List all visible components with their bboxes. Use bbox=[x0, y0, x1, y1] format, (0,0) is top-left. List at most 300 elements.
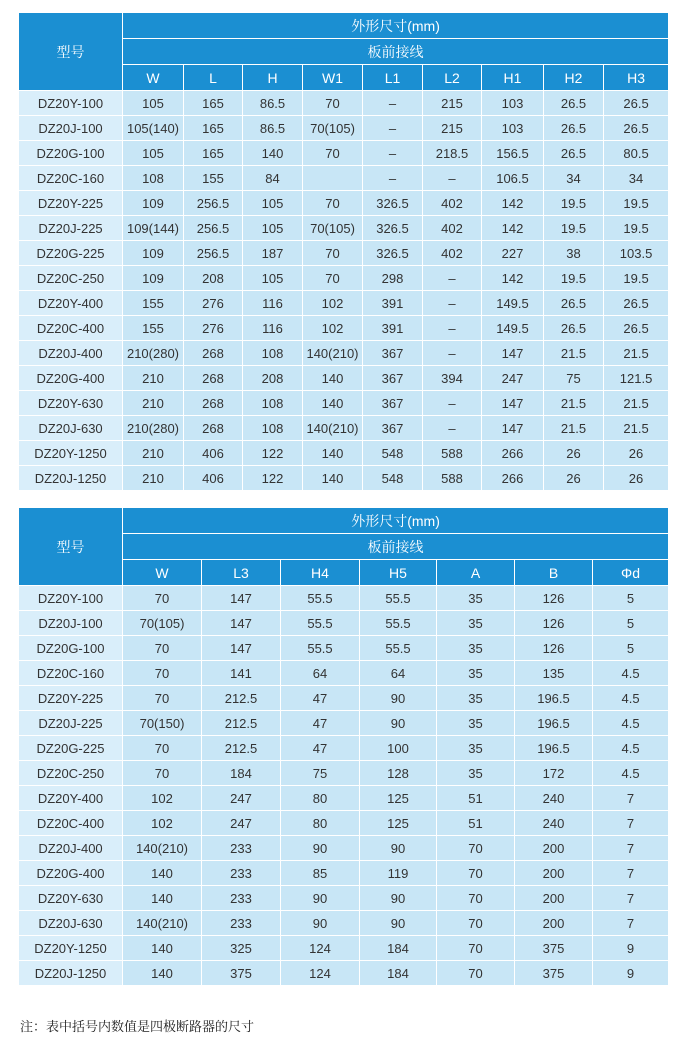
value-cell: 210 bbox=[123, 466, 184, 491]
model-cell: DZ20Y-225 bbox=[19, 191, 123, 216]
value-cell: 9 bbox=[593, 936, 669, 961]
value-cell: 119 bbox=[360, 861, 437, 886]
value-cell: 588 bbox=[423, 441, 482, 466]
column-header: H2 bbox=[544, 65, 604, 91]
value-cell: 155 bbox=[123, 291, 184, 316]
model-cell: DZ20Y-630 bbox=[19, 391, 123, 416]
value-cell: 140 bbox=[243, 141, 303, 166]
value-cell: 210(280) bbox=[123, 341, 184, 366]
value-cell: 7 bbox=[593, 786, 669, 811]
value-cell: 90 bbox=[360, 711, 437, 736]
value-cell: 142 bbox=[482, 266, 544, 291]
value-cell: 326.5 bbox=[363, 191, 423, 216]
table-row bbox=[19, 611, 669, 636]
table-row bbox=[19, 886, 669, 911]
table-row bbox=[19, 586, 669, 611]
value-cell: 208 bbox=[243, 366, 303, 391]
value-cell: 70 bbox=[437, 911, 515, 936]
value-cell: 108 bbox=[123, 166, 184, 191]
value-cell: 5 bbox=[593, 611, 669, 636]
value-cell: 105 bbox=[243, 216, 303, 241]
value-cell: 102 bbox=[303, 316, 363, 341]
value-cell: 108 bbox=[243, 416, 303, 441]
value-cell: 215 bbox=[423, 116, 482, 141]
value-cell: 75 bbox=[544, 366, 604, 391]
value-cell: 90 bbox=[360, 886, 437, 911]
model-cell: DZ20C-160 bbox=[19, 166, 123, 191]
dimensions-group-header: 外形尺寸(mm) bbox=[123, 13, 669, 39]
model-cell: DZ20G-400 bbox=[19, 366, 123, 391]
value-cell: 105 bbox=[243, 191, 303, 216]
value-cell: 26.5 bbox=[544, 316, 604, 341]
value-cell: 210 bbox=[123, 391, 184, 416]
value-cell: 218.5 bbox=[423, 141, 482, 166]
value-cell: 90 bbox=[281, 911, 360, 936]
value-cell: 240 bbox=[515, 811, 593, 836]
value-cell: 212.5 bbox=[202, 686, 281, 711]
value-cell: 35 bbox=[437, 711, 515, 736]
value-cell: 126 bbox=[515, 636, 593, 661]
value-cell: 35 bbox=[437, 586, 515, 611]
model-cell: DZ20Y-100 bbox=[19, 91, 123, 116]
value-cell: 19.5 bbox=[544, 191, 604, 216]
value-cell: 147 bbox=[202, 586, 281, 611]
value-cell: 70 bbox=[437, 961, 515, 986]
model-cell: DZ20J-630 bbox=[19, 416, 123, 441]
value-cell: 142 bbox=[482, 216, 544, 241]
table-row bbox=[19, 936, 669, 961]
value-cell: 210 bbox=[123, 366, 184, 391]
value-cell: 47 bbox=[281, 711, 360, 736]
value-cell: 367 bbox=[363, 416, 423, 441]
value-cell: 5 bbox=[593, 636, 669, 661]
table-row bbox=[19, 661, 669, 686]
column-header: H3 bbox=[604, 65, 669, 91]
value-cell: 140 bbox=[123, 961, 202, 986]
table-row bbox=[19, 241, 669, 266]
value-cell: 247 bbox=[202, 811, 281, 836]
value-cell: 47 bbox=[281, 736, 360, 761]
value-cell: 90 bbox=[360, 686, 437, 711]
value-cell: 406 bbox=[184, 466, 243, 491]
value-cell: 102 bbox=[123, 786, 202, 811]
value-cell: 21.5 bbox=[544, 391, 604, 416]
value-cell: 103 bbox=[482, 91, 544, 116]
value-cell: 4.5 bbox=[593, 736, 669, 761]
value-cell: 184 bbox=[360, 961, 437, 986]
table-row bbox=[19, 466, 669, 491]
value-cell: – bbox=[363, 116, 423, 141]
value-cell: 103.5 bbox=[604, 241, 669, 266]
value-cell: 70 bbox=[303, 266, 363, 291]
table-row bbox=[19, 216, 669, 241]
value-cell: – bbox=[423, 316, 482, 341]
value-cell: 4.5 bbox=[593, 686, 669, 711]
value-cell: 200 bbox=[515, 861, 593, 886]
value-cell: 55.5 bbox=[360, 586, 437, 611]
value-cell: 26.5 bbox=[604, 316, 669, 341]
dimensions-table-1 bbox=[18, 12, 669, 491]
column-header: W bbox=[123, 560, 202, 586]
value-cell: 126 bbox=[515, 611, 593, 636]
value-cell: 406 bbox=[184, 441, 243, 466]
value-cell: 149.5 bbox=[482, 291, 544, 316]
value-cell: 116 bbox=[243, 291, 303, 316]
value-cell: 7 bbox=[593, 911, 669, 936]
value-cell: 165 bbox=[184, 116, 243, 141]
column-header: Φd bbox=[593, 560, 669, 586]
value-cell: 90 bbox=[360, 911, 437, 936]
value-cell: 108 bbox=[243, 341, 303, 366]
value-cell: 155 bbox=[184, 166, 243, 191]
front-wiring-header: 板前接线 bbox=[123, 534, 669, 560]
value-cell: 268 bbox=[184, 366, 243, 391]
table-row bbox=[19, 786, 669, 811]
value-cell: 125 bbox=[360, 786, 437, 811]
value-cell: 124 bbox=[281, 936, 360, 961]
value-cell: 165 bbox=[184, 141, 243, 166]
table-row bbox=[19, 636, 669, 661]
value-cell: 126 bbox=[515, 586, 593, 611]
value-cell: 402 bbox=[423, 241, 482, 266]
value-cell: 70 bbox=[123, 761, 202, 786]
value-cell: 233 bbox=[202, 836, 281, 861]
value-cell: 86.5 bbox=[243, 116, 303, 141]
model-cell: DZ20C-400 bbox=[19, 316, 123, 341]
value-cell: 7 bbox=[593, 886, 669, 911]
value-cell: 55.5 bbox=[281, 611, 360, 636]
value-cell: 80 bbox=[281, 811, 360, 836]
value-cell: 70(105) bbox=[303, 216, 363, 241]
dimensions-group-header: 外形尺寸(mm) bbox=[123, 508, 669, 534]
model-cell: DZ20C-160 bbox=[19, 661, 123, 686]
table-row bbox=[19, 116, 669, 141]
value-cell: 4.5 bbox=[593, 711, 669, 736]
value-cell: – bbox=[423, 166, 482, 191]
value-cell: 140(210) bbox=[303, 341, 363, 366]
value-cell: 7 bbox=[593, 836, 669, 861]
value-cell: 142 bbox=[482, 191, 544, 216]
table-row bbox=[19, 811, 669, 836]
value-cell: 35 bbox=[437, 761, 515, 786]
model-cell: DZ20J-400 bbox=[19, 341, 123, 366]
value-cell: 266 bbox=[482, 466, 544, 491]
value-cell: 116 bbox=[243, 316, 303, 341]
value-cell: 70 bbox=[303, 191, 363, 216]
value-cell: 90 bbox=[360, 836, 437, 861]
column-header: W1 bbox=[303, 65, 363, 91]
table-row bbox=[19, 266, 669, 291]
model-cell: DZ20J-100 bbox=[19, 611, 123, 636]
value-cell: 26.5 bbox=[604, 116, 669, 141]
value-cell: 105 bbox=[243, 266, 303, 291]
value-cell: 326.5 bbox=[363, 216, 423, 241]
model-cell: DZ20G-100 bbox=[19, 141, 123, 166]
table-row bbox=[19, 191, 669, 216]
value-cell: 21.5 bbox=[604, 341, 669, 366]
value-cell: 227 bbox=[482, 241, 544, 266]
column-header: L3 bbox=[202, 560, 281, 586]
value-cell: 147 bbox=[202, 636, 281, 661]
value-cell: 268 bbox=[184, 416, 243, 441]
value-cell: 70(105) bbox=[123, 611, 202, 636]
value-cell: 4.5 bbox=[593, 761, 669, 786]
value-cell: 70 bbox=[303, 241, 363, 266]
value-cell: 19.5 bbox=[604, 216, 669, 241]
table-row bbox=[19, 836, 669, 861]
value-cell: 210 bbox=[123, 441, 184, 466]
column-header: A bbox=[437, 560, 515, 586]
value-cell: 90 bbox=[281, 836, 360, 861]
value-cell: 155 bbox=[123, 316, 184, 341]
model-cell: DZ20C-250 bbox=[19, 266, 123, 291]
table-row bbox=[19, 711, 669, 736]
model-cell: DZ20G-225 bbox=[19, 736, 123, 761]
value-cell: 70 bbox=[437, 861, 515, 886]
value-cell: 122 bbox=[243, 441, 303, 466]
value-cell: 548 bbox=[363, 466, 423, 491]
value-cell: 165 bbox=[184, 91, 243, 116]
value-cell: 147 bbox=[482, 391, 544, 416]
table-row bbox=[19, 861, 669, 886]
value-cell: 19.5 bbox=[544, 216, 604, 241]
value-cell: 184 bbox=[360, 936, 437, 961]
value-cell: 80.5 bbox=[604, 141, 669, 166]
value-cell: 55.5 bbox=[281, 586, 360, 611]
value-cell: – bbox=[363, 166, 423, 191]
value-cell: 256.5 bbox=[184, 216, 243, 241]
value-cell: 70 bbox=[437, 936, 515, 961]
value-cell: 147 bbox=[202, 611, 281, 636]
model-cell: DZ20J-100 bbox=[19, 116, 123, 141]
table-row bbox=[19, 141, 669, 166]
value-cell: 125 bbox=[360, 811, 437, 836]
model-cell: DZ20C-400 bbox=[19, 811, 123, 836]
value-cell: 172 bbox=[515, 761, 593, 786]
value-cell: 86.5 bbox=[243, 91, 303, 116]
value-cell: 70 bbox=[123, 736, 202, 761]
value-cell: 105 bbox=[123, 91, 184, 116]
value-cell: 109 bbox=[123, 266, 184, 291]
model-cell: DZ20G-400 bbox=[19, 861, 123, 886]
model-cell: DZ20C-250 bbox=[19, 761, 123, 786]
value-cell: 256.5 bbox=[184, 241, 243, 266]
value-cell: 140 bbox=[123, 861, 202, 886]
value-cell: 140 bbox=[303, 466, 363, 491]
value-cell: 70 bbox=[123, 686, 202, 711]
value-cell: 156.5 bbox=[482, 141, 544, 166]
value-cell: 102 bbox=[303, 291, 363, 316]
value-cell: 19.5 bbox=[604, 191, 669, 216]
value-cell: 70 bbox=[303, 141, 363, 166]
model-cell: DZ20Y-400 bbox=[19, 786, 123, 811]
model-cell: DZ20Y-400 bbox=[19, 291, 123, 316]
value-cell: 35 bbox=[437, 686, 515, 711]
value-cell: 215 bbox=[423, 91, 482, 116]
value-cell: 124 bbox=[281, 961, 360, 986]
value-cell: 75 bbox=[281, 761, 360, 786]
table-row bbox=[19, 341, 669, 366]
value-cell: 375 bbox=[515, 961, 593, 986]
value-cell: 26.5 bbox=[604, 291, 669, 316]
value-cell: 51 bbox=[437, 786, 515, 811]
value-cell: 276 bbox=[184, 316, 243, 341]
column-header: L bbox=[184, 65, 243, 91]
value-cell: 4.5 bbox=[593, 661, 669, 686]
value-cell: 51 bbox=[437, 811, 515, 836]
table-row bbox=[19, 736, 669, 761]
dimensions-table-2 bbox=[18, 507, 669, 986]
value-cell: 247 bbox=[482, 366, 544, 391]
value-cell: 55.5 bbox=[360, 611, 437, 636]
value-cell: 233 bbox=[202, 861, 281, 886]
value-cell: 140 bbox=[123, 886, 202, 911]
value-cell: 105 bbox=[123, 141, 184, 166]
front-wiring-header: 板前接线 bbox=[123, 39, 669, 65]
value-cell: 26.5 bbox=[544, 291, 604, 316]
value-cell: 70 bbox=[437, 886, 515, 911]
value-cell: 70 bbox=[123, 586, 202, 611]
value-cell: 70(150) bbox=[123, 711, 202, 736]
value-cell: 135 bbox=[515, 661, 593, 686]
model-cell: DZ20J-1250 bbox=[19, 961, 123, 986]
value-cell: 108 bbox=[243, 391, 303, 416]
value-cell: 26.5 bbox=[544, 116, 604, 141]
value-cell: 149.5 bbox=[482, 316, 544, 341]
value-cell: 140 bbox=[303, 441, 363, 466]
value-cell: 38 bbox=[544, 241, 604, 266]
value-cell: – bbox=[363, 91, 423, 116]
value-cell: 26.5 bbox=[604, 91, 669, 116]
value-cell: 109 bbox=[123, 191, 184, 216]
model-header: 型号 bbox=[19, 508, 123, 586]
value-cell: 21.5 bbox=[604, 416, 669, 441]
model-cell: DZ20G-100 bbox=[19, 636, 123, 661]
value-cell: 240 bbox=[515, 786, 593, 811]
column-header: B bbox=[515, 560, 593, 586]
model-cell: DZ20J-225 bbox=[19, 711, 123, 736]
value-cell: 140(210) bbox=[123, 911, 202, 936]
value-cell bbox=[303, 166, 363, 191]
table-row bbox=[19, 961, 669, 986]
value-cell: 187 bbox=[243, 241, 303, 266]
value-cell: 64 bbox=[281, 661, 360, 686]
model-cell: DZ20J-400 bbox=[19, 836, 123, 861]
value-cell: 122 bbox=[243, 466, 303, 491]
value-cell: 196.5 bbox=[515, 736, 593, 761]
value-cell: 402 bbox=[423, 216, 482, 241]
value-cell: 298 bbox=[363, 266, 423, 291]
value-cell: 196.5 bbox=[515, 686, 593, 711]
value-cell: 70 bbox=[303, 91, 363, 116]
table-row bbox=[19, 391, 669, 416]
value-cell: 326.5 bbox=[363, 241, 423, 266]
value-cell: 19.5 bbox=[544, 266, 604, 291]
value-cell: 375 bbox=[202, 961, 281, 986]
value-cell: 64 bbox=[360, 661, 437, 686]
table-row bbox=[19, 316, 669, 341]
value-cell: 26.5 bbox=[544, 141, 604, 166]
value-cell: 402 bbox=[423, 191, 482, 216]
column-header: H1 bbox=[482, 65, 544, 91]
value-cell: 367 bbox=[363, 341, 423, 366]
value-cell: 367 bbox=[363, 391, 423, 416]
table-row bbox=[19, 166, 669, 191]
value-cell: 70(105) bbox=[303, 116, 363, 141]
value-cell: 7 bbox=[593, 861, 669, 886]
value-cell: 128 bbox=[360, 761, 437, 786]
value-cell: 200 bbox=[515, 886, 593, 911]
value-cell: 102 bbox=[123, 811, 202, 836]
value-cell: 325 bbox=[202, 936, 281, 961]
value-cell: 35 bbox=[437, 661, 515, 686]
value-cell: 200 bbox=[515, 836, 593, 861]
value-cell: 26.5 bbox=[544, 91, 604, 116]
value-cell: – bbox=[423, 416, 482, 441]
table-row bbox=[19, 911, 669, 936]
value-cell: 391 bbox=[363, 291, 423, 316]
value-cell: 26 bbox=[604, 466, 669, 491]
value-cell: 34 bbox=[604, 166, 669, 191]
value-cell: 394 bbox=[423, 366, 482, 391]
value-cell: 548 bbox=[363, 441, 423, 466]
value-cell: 5 bbox=[593, 586, 669, 611]
value-cell: 105(140) bbox=[123, 116, 184, 141]
value-cell: 109 bbox=[123, 241, 184, 266]
value-cell: 140 bbox=[303, 366, 363, 391]
value-cell: 7 bbox=[593, 811, 669, 836]
footnote: 注：表中括号内数值是四极断路器的尺寸 bbox=[20, 1019, 255, 1034]
value-cell: 21.5 bbox=[544, 416, 604, 441]
value-cell: 103 bbox=[482, 116, 544, 141]
value-cell: 26 bbox=[604, 441, 669, 466]
value-cell: 147 bbox=[482, 416, 544, 441]
value-cell: 212.5 bbox=[202, 736, 281, 761]
value-cell: 247 bbox=[202, 786, 281, 811]
model-cell: DZ20Y-225 bbox=[19, 686, 123, 711]
value-cell: 140 bbox=[123, 936, 202, 961]
model-cell: DZ20Y-1250 bbox=[19, 936, 123, 961]
table-row bbox=[19, 416, 669, 441]
value-cell: 140 bbox=[303, 391, 363, 416]
value-cell: 391 bbox=[363, 316, 423, 341]
table-body bbox=[19, 91, 669, 491]
model-cell: DZ20Y-630 bbox=[19, 886, 123, 911]
value-cell: 21.5 bbox=[604, 391, 669, 416]
column-header: H4 bbox=[281, 560, 360, 586]
value-cell: 100 bbox=[360, 736, 437, 761]
value-cell: 84 bbox=[243, 166, 303, 191]
value-cell: – bbox=[423, 291, 482, 316]
table-row bbox=[19, 441, 669, 466]
value-cell: 140(210) bbox=[303, 416, 363, 441]
value-cell: 212.5 bbox=[202, 711, 281, 736]
value-cell: 55.5 bbox=[281, 636, 360, 661]
value-cell: 200 bbox=[515, 911, 593, 936]
value-cell: 35 bbox=[437, 636, 515, 661]
value-cell: 184 bbox=[202, 761, 281, 786]
value-cell: 26 bbox=[544, 466, 604, 491]
value-cell: 266 bbox=[482, 441, 544, 466]
value-cell: – bbox=[363, 141, 423, 166]
column-header: H5 bbox=[360, 560, 437, 586]
table-row bbox=[19, 91, 669, 116]
value-cell: 268 bbox=[184, 391, 243, 416]
value-cell: 70 bbox=[437, 836, 515, 861]
table-row bbox=[19, 686, 669, 711]
value-cell: 208 bbox=[184, 266, 243, 291]
value-cell: 35 bbox=[437, 611, 515, 636]
